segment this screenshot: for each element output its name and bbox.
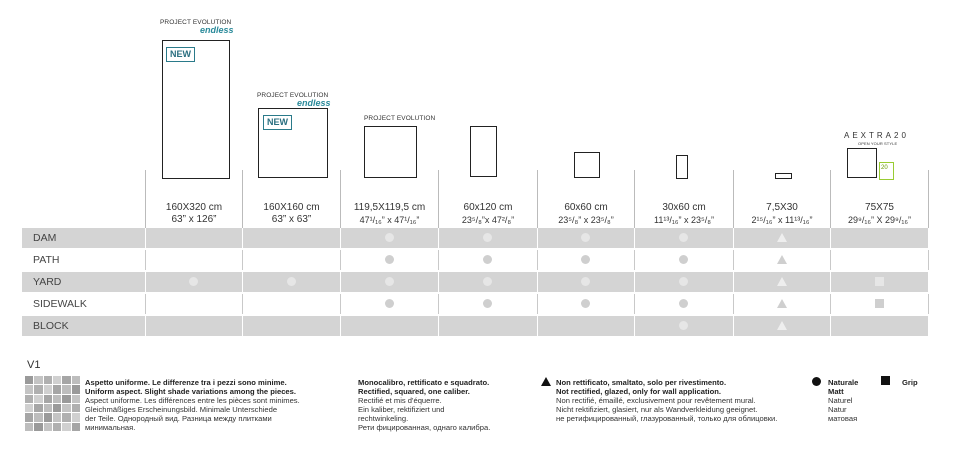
- triangle-icon: [541, 377, 551, 386]
- grid-cell: [34, 413, 42, 421]
- cell-divider: [928, 228, 929, 248]
- grid-cell: [25, 395, 33, 403]
- cell-divider: [928, 294, 929, 314]
- naturale-dot-icon: [483, 277, 492, 286]
- size-inch: 11¹³/₁₆” x 23⁵/₈”: [654, 215, 714, 225]
- row-label: PATH: [33, 254, 60, 266]
- cell-divider: [145, 316, 146, 336]
- size-label-3: [439, 202, 537, 226]
- grid-cell: [44, 395, 52, 403]
- legend-rectified: [358, 378, 490, 432]
- not-rectified-triangle-icon: [777, 321, 787, 330]
- grid-cell: [72, 395, 80, 403]
- grid-cell: [34, 376, 42, 384]
- cell-divider: [438, 294, 439, 314]
- grid-cell: [25, 404, 33, 412]
- size-label-1: [243, 202, 340, 226]
- brand-project-evolution-2: PROJECT EVOLUTION: [257, 92, 329, 99]
- naturale-dot-icon: [385, 233, 394, 242]
- cell-divider: [733, 272, 734, 292]
- grid-cell: [34, 404, 42, 412]
- legend-uniform: [85, 378, 300, 432]
- naturale-dot-icon: [483, 299, 492, 308]
- new-badge-2: NEW: [263, 115, 292, 130]
- legend-naturale: [828, 378, 858, 423]
- cell-divider: [537, 316, 538, 336]
- naturale-dot-icon: [679, 299, 688, 308]
- naturale-dot-icon: [189, 277, 198, 286]
- naturale-dot-icon: [483, 233, 492, 242]
- not-rectified-triangle-icon: [777, 277, 787, 286]
- table-row: [22, 316, 928, 336]
- naturale-dot-icon: [581, 255, 590, 264]
- naturale-dot-icon: [385, 299, 394, 308]
- grid-cell: [25, 385, 33, 393]
- grid-cell: [44, 413, 52, 421]
- table-row: [22, 272, 928, 292]
- grid-cell: [34, 385, 42, 393]
- cell-divider: [145, 228, 146, 248]
- circle-icon: [812, 377, 821, 386]
- legend-not-rectified-de: Nicht rektifiziert, glasiert, nur als Wandverkleidung geeignet.: [556, 405, 758, 414]
- tile-60x60: [574, 152, 600, 178]
- cell-divider: [830, 272, 831, 292]
- grip-square-icon: [875, 277, 884, 286]
- legend-rectified-fr: Rectifié et mis d'équerre.: [358, 396, 442, 405]
- grid-cell: [44, 385, 52, 393]
- legend-rectified-it: Monocalibro, rettificato e squadrato.: [358, 378, 490, 387]
- size-cm: 75X75: [865, 202, 894, 213]
- tile-119x119: [364, 126, 417, 178]
- naturale-dot-icon: [385, 255, 394, 264]
- not-rectified-triangle-icon: [777, 233, 787, 242]
- grid-cell: [62, 413, 70, 421]
- cell-divider: [242, 228, 243, 248]
- size-cm: 160X160 cm: [263, 202, 320, 213]
- grid-cell: [25, 376, 33, 384]
- size-cm: 119,5X119,5 cm: [353, 202, 426, 213]
- grid-cell: [53, 423, 61, 431]
- naturale-dot-icon: [581, 233, 590, 242]
- col-divider: [928, 170, 929, 234]
- grid-cell: [72, 413, 80, 421]
- cell-divider: [634, 272, 635, 292]
- naturale-dot-icon: [679, 233, 688, 242]
- size-inch: 29⁹/₁₆” X 29⁹/₁₆”: [847, 215, 912, 225]
- grid-cell: [53, 395, 61, 403]
- size-cm: 60x60 cm: [564, 202, 608, 213]
- cell-divider: [242, 250, 243, 270]
- square-icon: [881, 376, 890, 385]
- naturale-dot-icon: [581, 299, 590, 308]
- cell-divider: [634, 316, 635, 336]
- tile-60x120: [470, 126, 497, 177]
- tile-7.5x30: [775, 173, 792, 179]
- grid-cell: [72, 376, 80, 384]
- legend-rectified-en: Rectified, squared, one caliber.: [358, 387, 470, 396]
- cell-divider: [733, 228, 734, 248]
- version-label: V1: [27, 359, 41, 371]
- naturale-dot-icon: [287, 277, 296, 286]
- row-label: DAM: [33, 232, 57, 244]
- grid-cell: [53, 385, 61, 393]
- naturale-dot-icon: [581, 277, 590, 286]
- cell-divider: [145, 294, 146, 314]
- grid-cell: [72, 385, 80, 393]
- cell-divider: [340, 250, 341, 270]
- grid-cell: [53, 376, 61, 384]
- size-inch: 23⁵/₈”x 47²/₈”: [461, 215, 515, 225]
- cell-divider: [733, 294, 734, 314]
- size-inch: 23⁵/₈” x 23⁵/₈”: [558, 215, 614, 225]
- not-rectified-triangle-icon: [777, 299, 787, 308]
- legend-naturale-fr: Naturel: [828, 396, 853, 405]
- grid-cell: [62, 395, 70, 403]
- legend-uniform-ru: минимальная.: [85, 423, 136, 432]
- legend-grip-label: Grip: [902, 378, 918, 387]
- uniform-aspect-icon: [25, 376, 80, 431]
- size-inch: 47¹/₁₆” x 47¹/₁₆”: [359, 215, 420, 225]
- cell-divider: [830, 316, 831, 336]
- naturale-dot-icon: [483, 255, 492, 264]
- legend-rectified-ru: Рети фицированная, однаго калибра.: [358, 423, 491, 432]
- legend-not-rectified-fr: Non rectifié, émaillé, exclusivement pour revêtement mural.: [556, 396, 756, 405]
- cell-divider: [733, 316, 734, 336]
- size-label-0: [146, 202, 242, 226]
- table-row: [22, 294, 928, 314]
- cell-divider: [340, 228, 341, 248]
- tile-30x60: [676, 155, 688, 179]
- legend-rectified-de: Ein kaliber, rektifiziert und: [358, 405, 445, 414]
- size-cm: 7,5X30: [766, 202, 798, 213]
- cell-divider: [145, 272, 146, 292]
- grid-cell: [72, 404, 80, 412]
- aextra-20mm-badge-label: 20: [881, 165, 888, 171]
- size-inch: 63” x 126”: [171, 214, 217, 225]
- size-label-4: [538, 202, 634, 226]
- cell-divider: [830, 228, 831, 248]
- cell-divider: [242, 272, 243, 292]
- grid-cell: [72, 423, 80, 431]
- cell-divider: [928, 250, 929, 270]
- legend-not-rectified-en: Not rectified, glazed, only for wall application.: [556, 387, 721, 396]
- legend-grip: [902, 378, 918, 387]
- grid-cell: [44, 404, 52, 412]
- size-label-6: [734, 202, 830, 226]
- cell-divider: [634, 294, 635, 314]
- brand-project-evolution-1: PROJECT EVOLUTION: [160, 19, 232, 26]
- legend-uniform-de: Gleichmäßiges Erscheinungsbild. Minimale Unterschiede: [85, 405, 278, 414]
- size-label-2: [341, 202, 438, 226]
- brand-aextra-tagline: OPEN YOUR STYLE: [858, 141, 898, 146]
- cell-divider: [928, 316, 929, 336]
- row-label: BLOCK: [33, 320, 69, 332]
- grid-cell: [62, 423, 70, 431]
- row-label: YARD: [33, 276, 62, 288]
- grid-cell: [34, 395, 42, 403]
- cell-divider: [242, 316, 243, 336]
- size-label-5: [635, 202, 733, 226]
- legend-naturale-de: Natur: [828, 405, 847, 414]
- cell-divider: [928, 272, 929, 292]
- cell-divider: [340, 316, 341, 336]
- cell-divider: [438, 228, 439, 248]
- legend-uniform-en: Uniform aspect. Slight shade variations among the pieces.: [85, 387, 296, 396]
- grid-cell: [53, 413, 61, 421]
- brand-aextra20: AEXTRA20: [844, 131, 909, 140]
- grid-cell: [62, 404, 70, 412]
- cell-divider: [830, 250, 831, 270]
- table-row: [22, 250, 928, 270]
- brand-endless-2: endless: [297, 98, 331, 108]
- legend-not-rectified-ru: не ретифицированный, глазурованный, только для облицовки.: [556, 414, 778, 423]
- grid-cell: [44, 423, 52, 431]
- legend-naturale-en: Matt: [828, 387, 844, 396]
- size-cm: 30x60 cm: [662, 202, 706, 213]
- cell-divider: [145, 250, 146, 270]
- legend-naturale-it: Naturale: [828, 378, 859, 387]
- legend-uniform-fr: Aspect uniforme. Les différences entre les pièces sont minimes.: [85, 396, 300, 405]
- legend-uniform-it: Aspetto uniforme. Le differenze tra i pezzi sono minime.: [85, 378, 287, 387]
- cell-divider: [438, 250, 439, 270]
- cell-divider: [830, 294, 831, 314]
- cell-divider: [537, 272, 538, 292]
- cell-divider: [537, 250, 538, 270]
- table-row: [22, 228, 928, 248]
- tile-75x75: [847, 148, 877, 178]
- size-cm: 160X320 cm: [165, 202, 223, 213]
- grip-square-icon: [875, 299, 884, 308]
- brand-endless-1: endless: [200, 25, 234, 35]
- row-label: SIDEWALK: [33, 298, 87, 310]
- legend-rectified-de2: rechtwinkeling.: [358, 414, 409, 423]
- not-rectified-triangle-icon: [777, 255, 787, 264]
- cell-divider: [340, 294, 341, 314]
- cell-divider: [438, 272, 439, 292]
- legend-uniform-de-ru: der Teile. Однородный вид. Разница между плитками: [85, 414, 272, 423]
- grid-cell: [25, 413, 33, 421]
- brand-project-evolution-3: PROJECT EVOLUTION: [364, 115, 436, 122]
- size-cm: 60x120 cm: [463, 202, 513, 213]
- size-inch: 2¹⁵/₁₆” x 11¹³/₁₆”: [751, 215, 813, 225]
- legend-naturale-ru: матовая: [828, 414, 858, 423]
- cell-divider: [634, 228, 635, 248]
- grid-cell: [62, 376, 70, 384]
- grid-cell: [25, 423, 33, 431]
- size-inch: 63” x 63”: [271, 214, 312, 225]
- naturale-dot-icon: [679, 277, 688, 286]
- size-label-7: [831, 202, 928, 226]
- grid-cell: [62, 385, 70, 393]
- cell-divider: [340, 272, 341, 292]
- legend-not-rectified: [556, 378, 777, 423]
- naturale-dot-icon: [679, 321, 688, 330]
- new-badge-1: NEW: [166, 47, 195, 62]
- grid-cell: [44, 376, 52, 384]
- naturale-dot-icon: [679, 255, 688, 264]
- cell-divider: [537, 294, 538, 314]
- legend-not-rectified-it: Non rettificato, smaltato, solo per rivestimento.: [556, 378, 727, 387]
- cell-divider: [438, 316, 439, 336]
- cell-divider: [733, 250, 734, 270]
- cell-divider: [242, 294, 243, 314]
- naturale-dot-icon: [385, 277, 394, 286]
- cell-divider: [634, 250, 635, 270]
- grid-cell: [53, 404, 61, 412]
- grid-cell: [34, 423, 42, 431]
- cell-divider: [537, 228, 538, 248]
